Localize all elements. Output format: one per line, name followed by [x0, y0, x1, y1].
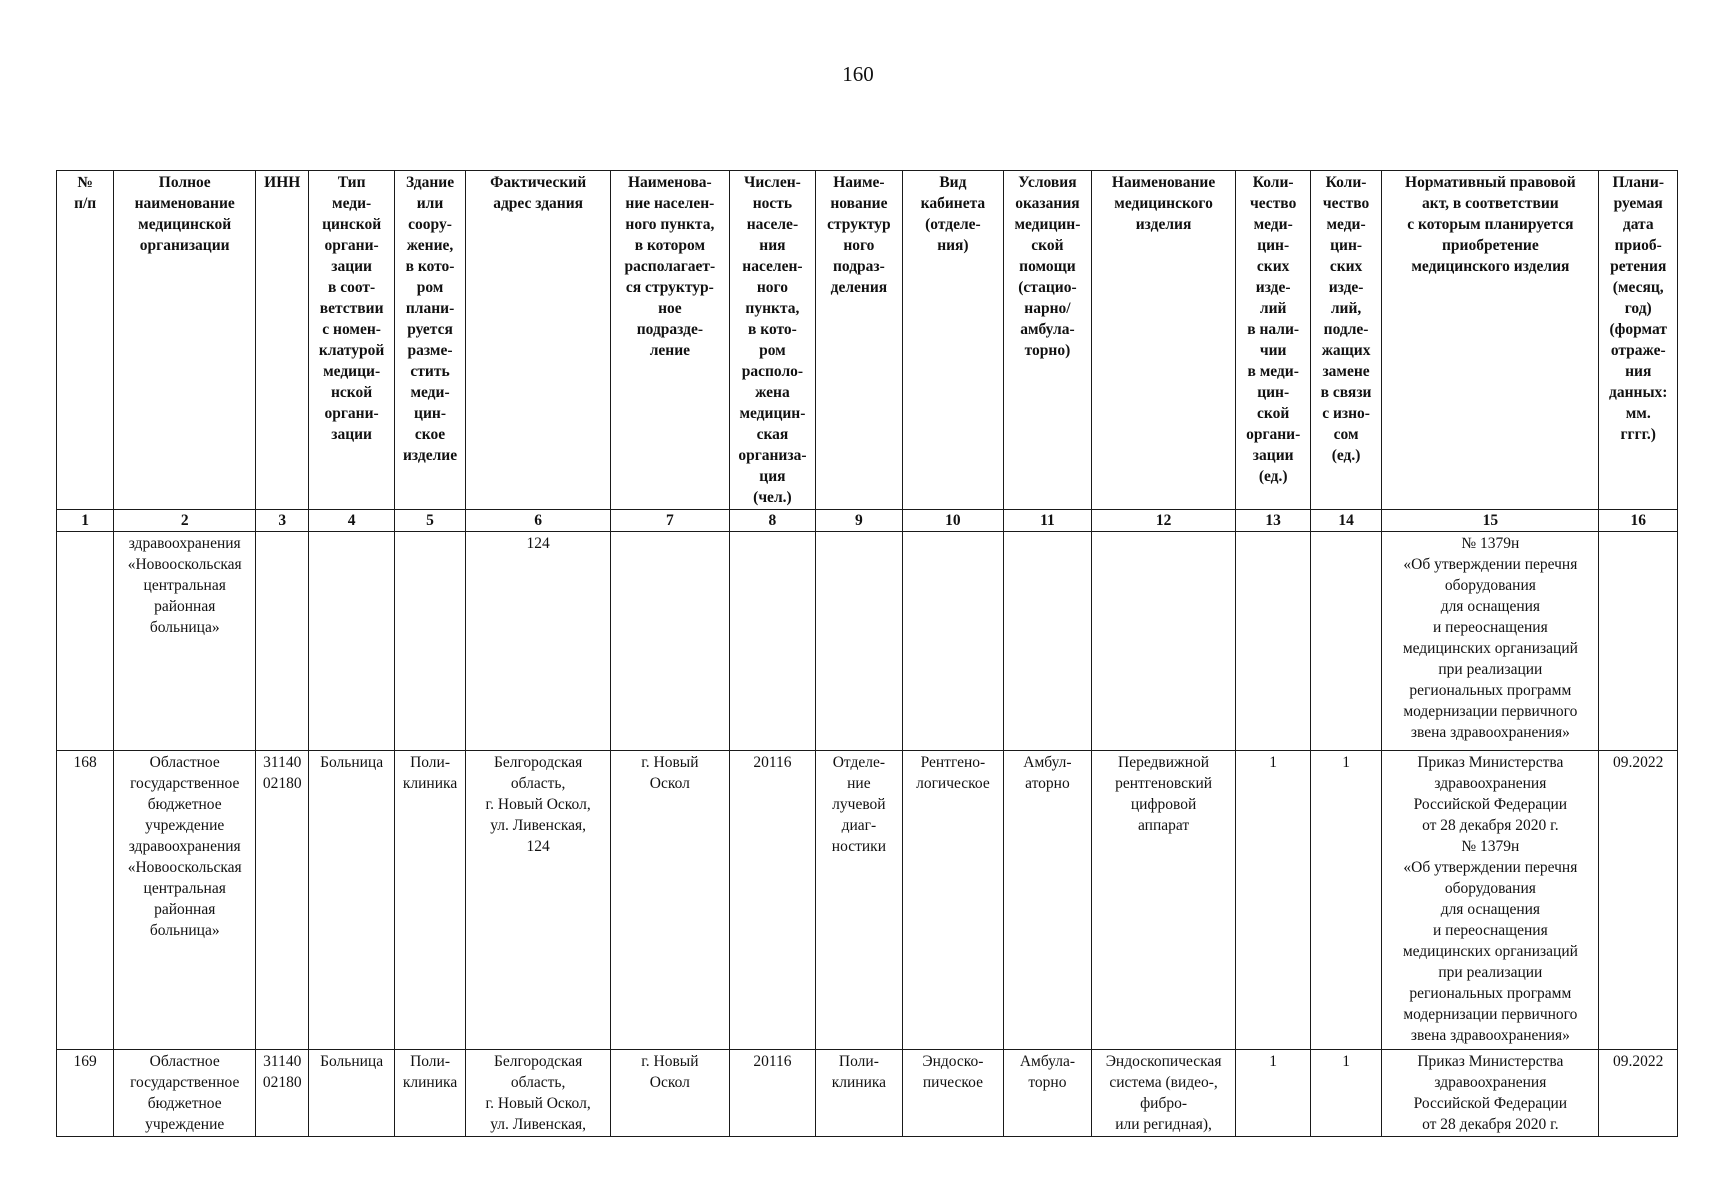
table-cell — [816, 532, 902, 751]
table-cell: 09.2022 — [1599, 1050, 1678, 1137]
table-cell: Поли- клиника — [394, 751, 465, 1050]
column-number: 4 — [309, 510, 394, 532]
table-cell: 1 — [1236, 751, 1310, 1050]
table-cell: Больница — [309, 1050, 394, 1137]
table-cell: Поли- клиника — [816, 1050, 902, 1137]
header-cell: Нормативный правовой акт, в соответствии с которым планируется приобретение медицинского изделия — [1382, 171, 1599, 510]
header-row — [57, 171, 1678, 510]
table-cell — [729, 532, 815, 751]
table-cell: Отделе- ние лучевой диаг- ностики — [816, 751, 902, 1050]
column-number: 5 — [394, 510, 465, 532]
header-cell: Полное наименование медицинской организации — [114, 171, 256, 510]
column-number: 11 — [1004, 510, 1091, 532]
table-cell: 1 — [1310, 751, 1381, 1050]
table-cell: здравоохранения «Новооскольская центральная районная больница» — [114, 532, 256, 751]
header-cell: Наименование медицинского изделия — [1091, 171, 1236, 510]
table-cell: Больница — [309, 751, 394, 1050]
table-cell: Областное государственное бюджетное учреждение — [114, 1050, 256, 1137]
table-cell: Белгородская область, г. Новый Оскол, ул. Ливенская, 124 — [466, 751, 611, 1050]
table-cell — [1310, 532, 1381, 751]
table-cell — [309, 532, 394, 751]
column-number: 16 — [1599, 510, 1678, 532]
header-cell: Числен- ность населе- ния населен- ного пункта, в кото- ром располо- жена медицин- ская организа- ция (чел.) — [729, 171, 815, 510]
header-cell: Фактический адрес здания — [466, 171, 611, 510]
column-number: 6 — [466, 510, 611, 532]
table-cell: 168 — [57, 751, 114, 1050]
column-number: 2 — [114, 510, 256, 532]
header-cell: Вид кабинета (отделе- ния) — [902, 171, 1004, 510]
table-cell: Эндоско- пическое — [902, 1050, 1004, 1137]
page-number: 160 — [842, 62, 874, 86]
table-cell: 20116 — [729, 1050, 815, 1137]
header-cell: Наименова- ние населен- ного пункта, в котором располагает- ся структур- ное подразде- ление — [611, 171, 730, 510]
table-cell — [1236, 532, 1310, 751]
table-row — [57, 1050, 1678, 1137]
table-cell — [256, 532, 309, 751]
table-cell: г. Новый Оскол — [611, 1050, 730, 1137]
column-number: 12 — [1091, 510, 1236, 532]
table-cell — [394, 532, 465, 751]
header-cell: Условия оказания медицин- ской помощи (стацио- нарно/ амбула- торно) — [1004, 171, 1091, 510]
table-cell: Передвижной рентгеновский цифровой аппарат — [1091, 751, 1236, 1050]
table-cell — [57, 532, 114, 751]
table-cell — [902, 532, 1004, 751]
column-number: 15 — [1382, 510, 1599, 532]
table-cell: 31140 02180 — [256, 751, 309, 1050]
column-number: 7 — [611, 510, 730, 532]
header-cell: Наиме- нование структур ного подраз- деления — [816, 171, 902, 510]
table-cell: Областное государственное бюджетное учреждение здравоохранения «Новооскольская центральная районная больница» — [114, 751, 256, 1050]
table-cell — [1004, 532, 1091, 751]
header-cell: № п/п — [57, 171, 114, 510]
table-cell: Амбула- торно — [1004, 1050, 1091, 1137]
table-cell: 124 — [466, 532, 611, 751]
column-number: 10 — [902, 510, 1004, 532]
equipment-table — [56, 170, 1678, 1137]
header-cell: Здание или соору- жение, в кото- ром плани- руется разме- стить меди- цин- ское изделие — [394, 171, 465, 510]
table-cell: Белгородская область, г. Новый Оскол, ул. Ливенская, — [466, 1050, 611, 1137]
header-cell: ИНН — [256, 171, 309, 510]
table-cell: Амбул- аторно — [1004, 751, 1091, 1050]
table-cell — [611, 532, 730, 751]
table-cell: Рентгено- логическое — [902, 751, 1004, 1050]
header-cell: Тип меди- цинской органи- зации в соот- ветствии с номен- клатурой медици- нской органи- зации — [309, 171, 394, 510]
table-cell: 20116 — [729, 751, 815, 1050]
table-cell: Приказ Министерства здравоохранения Российской Федерации от 28 декабря 2020 г. № 1379н «Об утверждении перечня оборудования для оснащения и переоснащения медицинских организаций при реализации региональных программ модернизации первичного звена здравоохранения» — [1382, 751, 1599, 1050]
column-number: 13 — [1236, 510, 1310, 532]
column-number: 8 — [729, 510, 815, 532]
header-cell: Коли- чество меди- цин- ских изде- лий в нали- чии в меди- цин- ской органи- зации (ед.) — [1236, 171, 1310, 510]
table-cell — [1599, 532, 1678, 751]
table-cell: г. Новый Оскол — [611, 751, 730, 1050]
table-row — [57, 532, 1678, 751]
column-number: 3 — [256, 510, 309, 532]
table-cell: Эндоскопическая система (видео-, фибро- или регидная), — [1091, 1050, 1236, 1137]
header-cell: Коли- чество меди- цин- ских изде- лий, подле- жащих замене в связи с изно- сом (ед.) — [1310, 171, 1381, 510]
table-cell — [1091, 532, 1236, 751]
column-number-row — [57, 510, 1678, 532]
table-cell: 31140 02180 — [256, 1050, 309, 1137]
header-cell: Плани- руемая дата приоб- ретения (месяц, год) (формат отраже- ния данных: мм. гггг.) — [1599, 171, 1678, 510]
column-number: 14 — [1310, 510, 1381, 532]
table-cell: 09.2022 — [1599, 751, 1678, 1050]
table-cell: 1 — [1236, 1050, 1310, 1137]
column-number: 1 — [57, 510, 114, 532]
table-cell: № 1379н «Об утверждении перечня оборудования для оснащения и переоснащения медицинских организаций при реализации региональных программ модернизации первичного звена здравоохранения» — [1382, 532, 1599, 751]
table-cell: Приказ Министерства здравоохранения Российской Федерации от 28 декабря 2020 г. — [1382, 1050, 1599, 1137]
table-cell: 1 — [1310, 1050, 1381, 1137]
column-number: 9 — [816, 510, 902, 532]
table-cell: Поли- клиника — [394, 1050, 465, 1137]
table-row — [57, 751, 1678, 1050]
table-cell: 169 — [57, 1050, 114, 1137]
